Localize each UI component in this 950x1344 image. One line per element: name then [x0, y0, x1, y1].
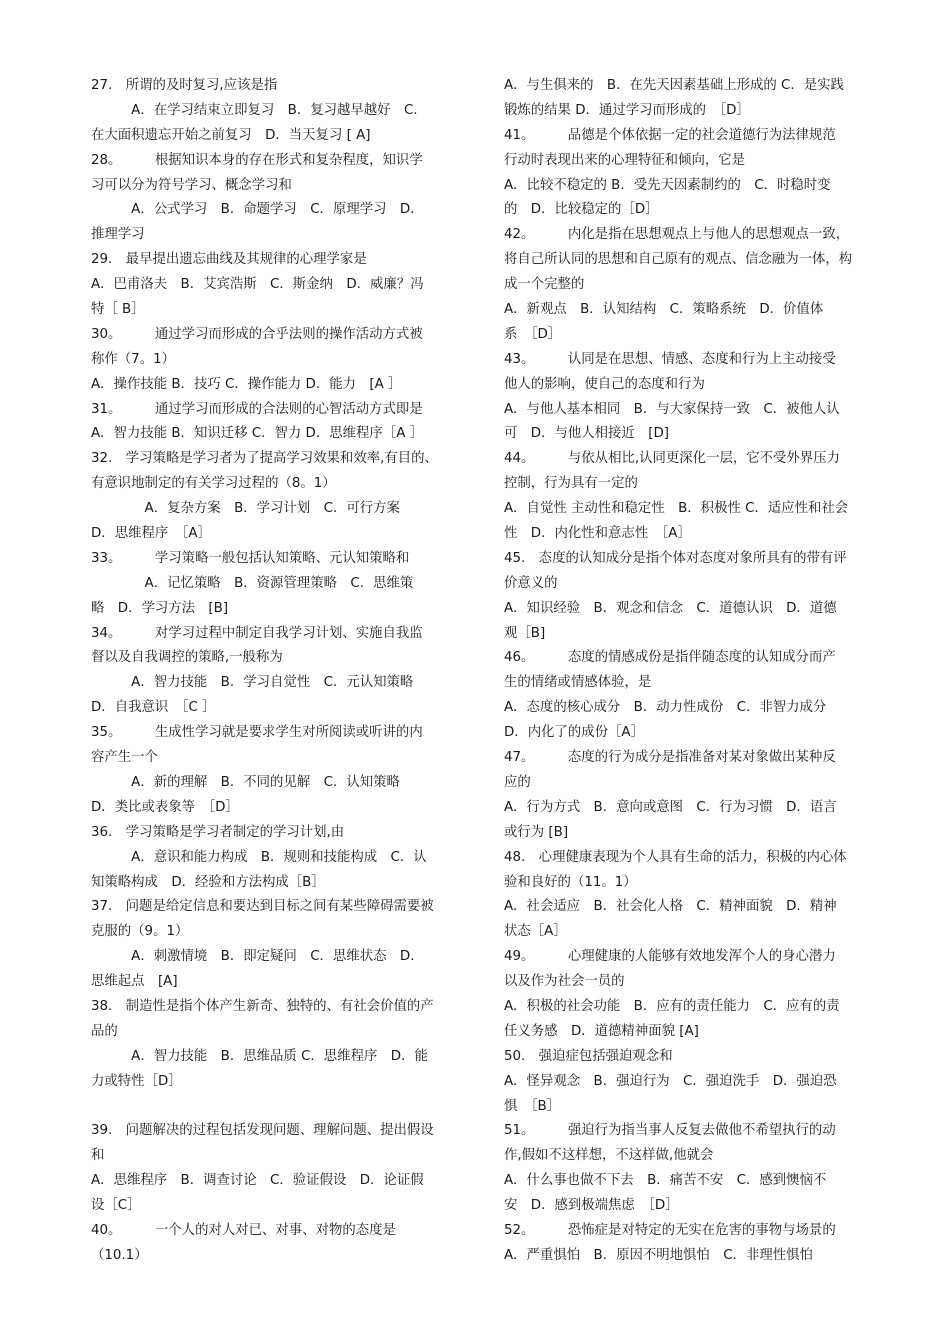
left-column-line: 在大面积遗忘开始之前复习 D．当天复习 [ A] — [91, 127, 371, 143]
right-column-line: A．知识经验 B．观念和信念 C．道德认识 D．道德 — [504, 600, 837, 616]
right-column-line: 性 D．内化性和意志性 ［A］ — [504, 526, 691, 542]
right-column-line: 观［B] — [504, 625, 546, 641]
left-column-line: 和 — [91, 1148, 105, 1164]
left-column — [91, 74, 461, 1269]
right-column-line: 控制，行为具有一定的 — [504, 476, 638, 492]
left-column-line: 35。 生成性学习就是要求学生对所阅读或听讲的内 — [91, 725, 423, 741]
right-column-line: 44。 与依从相比,认同更深化一层，它不受外界压力 — [504, 451, 840, 467]
left-column-line: 督以及自我调控的策略,一般称为 — [91, 650, 283, 666]
left-column-line: 力或特性［D］ — [91, 1073, 182, 1089]
right-column-line: A．态度的核心成分 B．动力性成份 C．非智力成分 — [504, 700, 827, 716]
left-column-line: 知策略构成 D．经验和方法构成［B］ — [91, 874, 325, 890]
right-column-line: 43。 认同是在思想、情感、态度和行为上主动接受 — [504, 351, 836, 367]
left-column-line: 29. 最早提出遗忘曲线及其规律的心理学家是 — [91, 252, 367, 268]
left-column-line: 31。 通过学习而形成的合法则的心智活动方式即是 — [91, 401, 423, 417]
left-column-line: 容产生一个 — [91, 750, 158, 766]
left-column-line: 称作（7。1） — [91, 351, 175, 367]
left-column-line: A．刺激情境 B．即定疑问 C．思维状态 D． — [91, 949, 424, 965]
left-column-line: A．意识和能力构成 B．规则和技能构成 C．认 — [91, 849, 427, 865]
right-column-line: A．严重惧怕 B．原因不明地惧怕 C．非理性惧怕 — [504, 1247, 813, 1263]
right-column-line: A．行为方式 B．意向或意图 C．行为习惯 D．语言 — [504, 799, 837, 815]
right-column-line: A．社会适应 B．社会化人格 C．精神面貌 D．精神 — [504, 899, 837, 915]
left-column-line: 39. 问题解决的过程包括发现问题、理解问题、提出假设 — [91, 1123, 434, 1139]
left-column-line: A．记忆策略 B．资源管理策略 C．思维策 — [91, 575, 414, 591]
right-column — [504, 74, 878, 1269]
left-column-line: D．类比或表象等 ［D］ — [91, 799, 239, 815]
left-column-line: A．智力技能 B．学习自觉性 C．元认知策略 — [91, 675, 414, 691]
right-column-line: 41。 品德是个体依据一定的社会道德行为法律规范 — [504, 127, 836, 143]
right-column-line: 验和良好的（11。1） — [504, 874, 637, 890]
left-column-line: 30。 通过学习而形成的合乎法则的操作活动方式被 — [91, 326, 423, 342]
right-column-line: A．自觉性 主动性和稳定性 B．积极性 C．适应性和社会 — [504, 501, 849, 517]
right-column-line: 价意义的 — [504, 575, 558, 591]
left-column-line: D．自我意识 ［C ］ — [91, 700, 216, 716]
right-column-line: A．怪异观念 B．强迫行为 C．强迫洗手 D．强迫恐 — [504, 1073, 837, 1089]
right-column-line: 将自己所认同的思想和自己原有的观点、信念融为一体，构 — [504, 252, 853, 268]
right-column-line: A．积极的社会功能 B．应有的责任能力 C．应有的责 — [504, 998, 840, 1014]
left-column-line: 38. 制造性是指个体产生新奇、独特的、有社会价值的产 — [91, 998, 434, 1014]
right-column-line: 状态［A］ — [504, 924, 567, 940]
left-column-line: A．智力技能 B．思维品质 C．思维程序 D．能 — [91, 1048, 428, 1064]
right-column-line: D．内化了的成份［A］ — [504, 725, 644, 741]
right-column-line: 锻炼的结果 D．通过学习而形成的 ［D］ — [504, 102, 750, 118]
left-column-line: 37. 问题是给定信息和要达到目标之间有某些障碍需要被 — [91, 899, 434, 915]
left-column-line: A．在学习结束立即复习 B．复习越早越好 C． — [91, 102, 427, 118]
right-column-line: 任义务感 D．道德精神面貌 [A] — [504, 1023, 699, 1039]
left-column-line: 33。 学习策略一般包括认知策略、元认知策略和 — [91, 550, 410, 566]
right-column-line: 应的 — [504, 774, 531, 790]
right-column-line: 52。 恐怖症是对特定的无实在危害的事物与场景的 — [504, 1222, 836, 1238]
right-column-line: 安 D．感到极端焦虑 ［D］ — [504, 1198, 679, 1214]
left-column-line: 品的 — [91, 1023, 118, 1039]
right-column-line: 47。 态度的行为成分是指准备对某对象做出某种反 — [504, 750, 836, 766]
left-column-line: 习可以分为符号学习、概念学习和 — [91, 177, 292, 193]
left-column-line: A．复杂方案 B．学习计划 C．可行方案 — [91, 501, 400, 517]
left-column-line — [91, 1095, 461, 1120]
left-column-line: 28。 根据知识本身的存在形式和复杂程度，知识学 — [91, 152, 423, 168]
left-column-line: A．智力技能 B．知识迁移 C．智力 D．思维程序［A ］ — [91, 426, 424, 442]
left-column-line: 40。 一个人的对人对已、对事、对物的态度是 — [91, 1222, 396, 1238]
right-column-line: A．新观点 B．认知结构 C．策略系统 D．价值体 — [504, 302, 824, 318]
right-column-line: 45. 态度的认知成分是指个体对态度对象所具有的带有评 — [504, 550, 847, 566]
left-column-line: 有意识地制定的有关学习过程的（8。1） — [91, 476, 336, 492]
right-column-line: 可 D．与他人相接近 [D] — [504, 426, 669, 442]
right-column-line: 惧 ［B］ — [504, 1098, 561, 1114]
left-column-line: 略 D．学习方法 [B] — [91, 600, 229, 616]
left-column-line: 克服的（9。1） — [91, 924, 189, 940]
left-column-line: A．公式学习 B．命题学习 C．原理学习 D． — [91, 202, 424, 218]
right-column-line: 50. 强迫症包括强迫观念和 — [504, 1048, 673, 1064]
right-column-line: A．比较不稳定的 B．受先天因素制约的 C．时稳时变 — [504, 177, 831, 193]
left-column-line: 推理学习 — [91, 227, 145, 243]
left-column-line: A．巴甫洛夫 B．艾宾浩斯 C．斯金纳 D．威廉？冯 — [91, 277, 424, 293]
right-column-line: 他人的影响，使自己的态度和行为 — [504, 376, 705, 392]
left-column-line: 27. 所谓的及时复习,应该是指 — [91, 78, 278, 93]
right-column-line: A．什么事也做不下去 B．痛苦不安 C．感到懊恼不 — [504, 1173, 827, 1189]
right-column-line: 生的情绪或情感体验，是 — [504, 675, 652, 691]
right-column-line: 48. 心理健康表现为个人具有生命的活力，积极的内心体 — [504, 849, 847, 865]
right-column-line: 以及作为社会一员的 — [504, 974, 625, 990]
left-column-line: A．思维程序 B．调查讨论 C．验证假设 D．论证假 — [91, 1173, 424, 1189]
left-column-line: （10.1） — [91, 1247, 148, 1263]
right-column-line: 系 ［D］ — [504, 326, 562, 342]
right-column-line: 51。 强迫行为指当事人反复去做他不希望执行的动 — [504, 1123, 836, 1139]
right-column-line: 或行为 [B] — [504, 824, 569, 840]
left-column-line: 设［C］ — [91, 1198, 141, 1214]
right-column-line: A．与他人基本相同 B．与大家保持一致 C．被他人认 — [504, 401, 840, 417]
right-column-line: 作,假如不这样想，不这样做,他就会 — [504, 1148, 714, 1164]
right-column-line: 42。 内化是指在思想观点上与他人的思想观点一致， — [504, 227, 850, 243]
right-column-line: 49。 心理健康的人能够有效地发浑个人的身心潜力 — [504, 949, 836, 965]
left-column-line: D．思维程序 ［A］ — [91, 526, 211, 542]
left-column-line: 思维起点 [A] — [91, 974, 178, 990]
left-column-line: A．操作技能 B．技巧 C．操作能力 D．能力 [A ］ — [91, 376, 402, 392]
left-column-line: A．新的理解 B．不同的见解 C．认知策略 — [91, 774, 400, 790]
right-column-line: 行动时表现出来的心理特征和倾向，它是 — [504, 152, 746, 168]
right-column-line: 的 D．比较稳定的［D］ — [504, 202, 659, 218]
left-column-line: 特［ B］ — [91, 302, 145, 318]
left-column-line: 32. 学习策略是学习者为了提高学习效果和效率,有目的、 — [91, 451, 438, 467]
right-column-line: 成一个完整的 — [504, 277, 585, 293]
left-column-line: 36. 学习策略是学习者制定的学习计划,由 — [91, 824, 345, 840]
right-column-line: A．与生俱来的 B．在先天因素基础上形成的 C．是实践 — [504, 78, 844, 93]
right-column-line: 46。 态度的情感成份是指伴随态度的认知成分而产 — [504, 650, 836, 666]
left-column-line: 34。 对学习过程中制定自我学习计划、实施自我监 — [91, 625, 423, 641]
